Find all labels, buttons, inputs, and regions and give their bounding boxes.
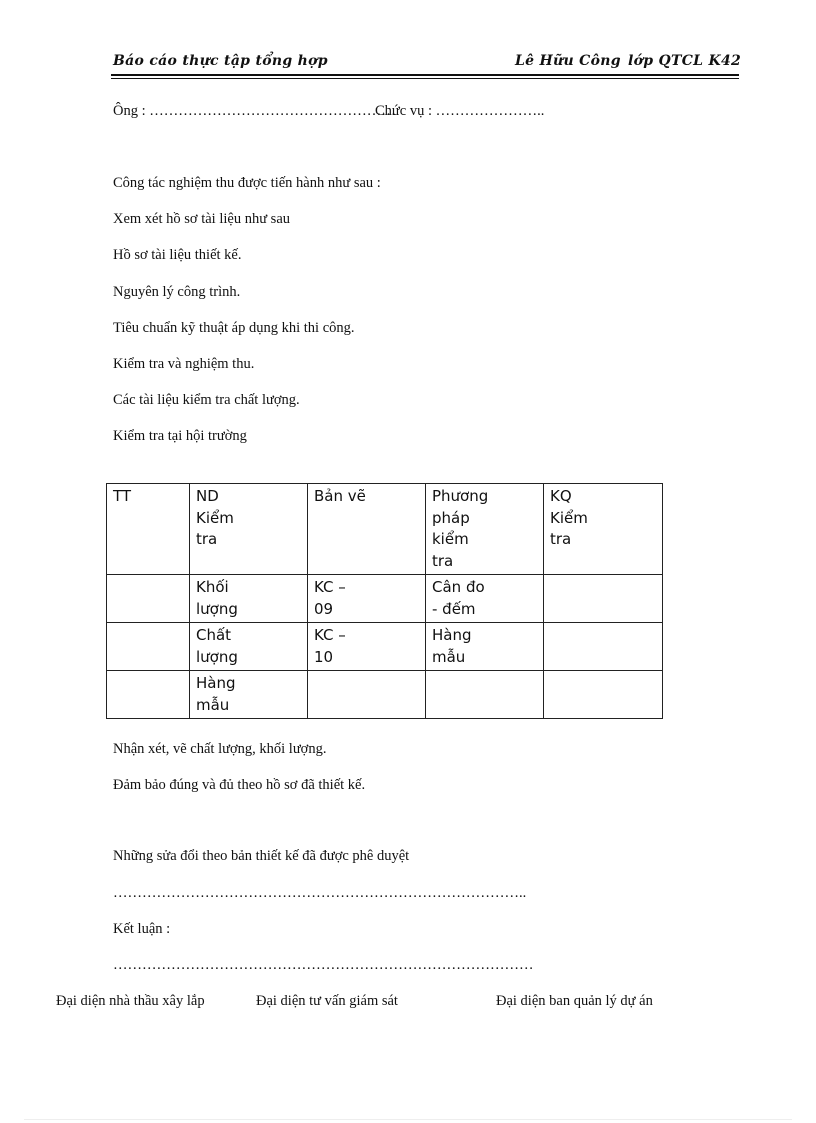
- paragraph: Kiểm tra và nghiệm thu.: [113, 356, 255, 372]
- signature-consultant: Đại diện tư vấn giám sát: [256, 993, 398, 1009]
- table-row: [107, 671, 663, 719]
- header-cell-phuong-phap: Phương pháp kiểm tra: [426, 484, 544, 575]
- table-cell: [107, 623, 190, 671]
- paragraph: Xem xét hồ sơ tài liệu như sau: [113, 211, 291, 227]
- remark-line: Đảm bảo đúng và đủ theo hồ sơ đã thiết kế.: [113, 777, 366, 793]
- table-cell: [107, 671, 190, 719]
- conclusion-dots: ……………………………………………………………………………: [113, 957, 534, 973]
- paragraph: Nguyên lý công trình.: [113, 284, 241, 300]
- header-rule-thick: [111, 74, 739, 76]
- paragraph: Hồ sơ tài liệu thiết kế.: [113, 247, 242, 263]
- signature-contractor: Đại diện nhà thầu xây lắp: [56, 993, 205, 1009]
- signature-management: Đại diện ban quản lý dự án: [496, 993, 653, 1009]
- field-ong: Ông : ……………………………………………: [113, 103, 396, 119]
- header-left: Báo cáo thực tập tổng hợp: [113, 53, 328, 69]
- header-cell-tt: TT: [107, 484, 190, 575]
- table-cell: [308, 671, 426, 719]
- header-cell-nd: ND Kiểm tra: [190, 484, 308, 575]
- conclusion-label: Kết luận :: [113, 921, 171, 937]
- table-cell: Chất lượng: [190, 623, 308, 671]
- table-header-row: [107, 484, 663, 575]
- changes-label: Những sửa đổi theo bản thiết kế đã được phê duyệt: [113, 848, 410, 864]
- inspection-table: [106, 483, 663, 719]
- header-cell-ban-ve: Bản vẽ: [308, 484, 426, 575]
- table-cell: [544, 671, 663, 719]
- header-author: Lê Hữu Công: [515, 53, 621, 69]
- table-cell: Khối lượng: [190, 575, 308, 623]
- header-class: lớp QTCL K42: [628, 53, 742, 69]
- header-cell-kq: KQ Kiểm tra: [544, 484, 663, 575]
- paragraph: Công tác nghiệm thu được tiến hành như sau :: [113, 175, 381, 191]
- table-cell: Hàng mẫu: [426, 623, 544, 671]
- header-rule-thin: [111, 78, 739, 79]
- table-cell: KC – 09: [308, 575, 426, 623]
- table-cell: [107, 575, 190, 623]
- table-row: [107, 623, 663, 671]
- table-cell: Hàng mẫu: [190, 671, 308, 719]
- table-row: [107, 575, 663, 623]
- paragraph: Các tài liệu kiểm tra chất lượng.: [113, 392, 300, 408]
- page-bottom-edge: [24, 1119, 792, 1120]
- table-cell: Cân đo - đếm: [426, 575, 544, 623]
- table-cell: [544, 623, 663, 671]
- table-cell: [426, 671, 544, 719]
- paragraph: Kiểm tra tại hội trường: [113, 428, 247, 444]
- changes-dots: …………………………………………………………………………..: [113, 885, 527, 901]
- table-cell: [544, 575, 663, 623]
- remark-line: Nhận xét, vẽ chất lượng, khối lượng.: [113, 741, 327, 757]
- paragraph: Tiêu chuẩn kỹ thuật áp dụng khi thi công.: [113, 320, 355, 336]
- field-chuc-vu: Chức vụ : …………………..: [375, 103, 545, 119]
- table-cell: KC – 10: [308, 623, 426, 671]
